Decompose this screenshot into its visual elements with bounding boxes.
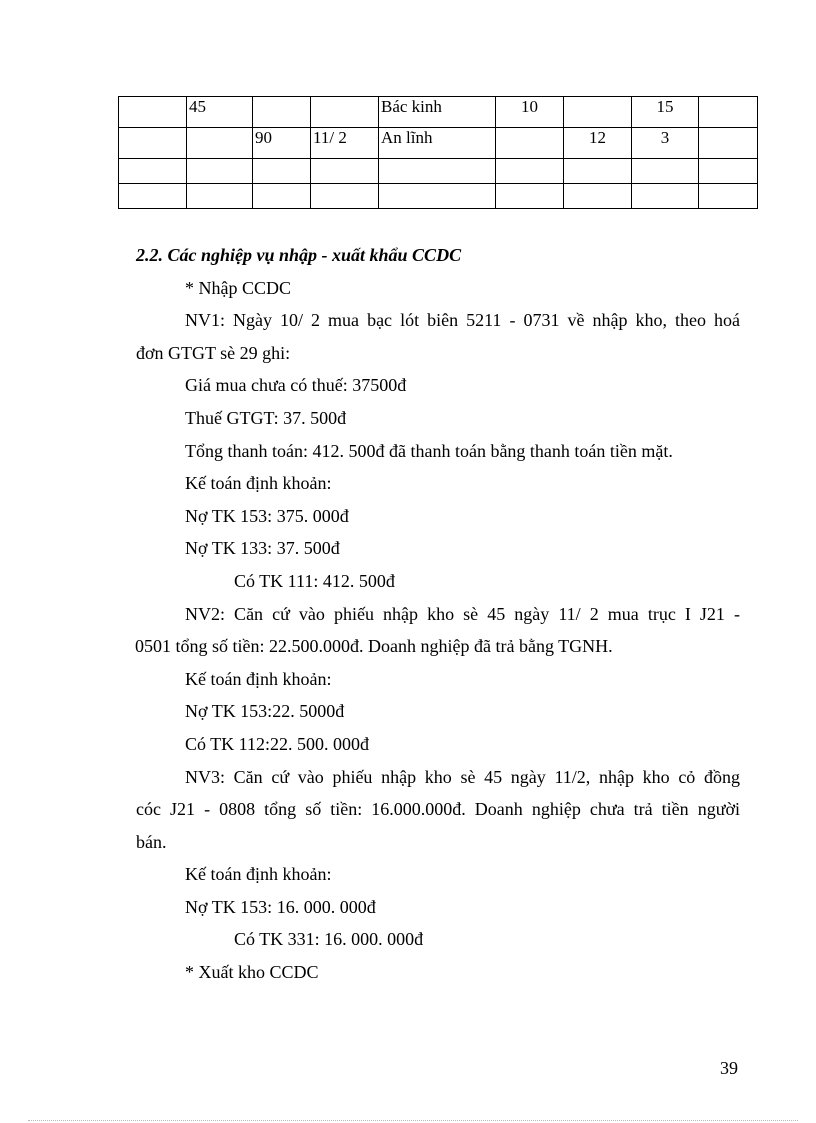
table-cell bbox=[187, 128, 253, 159]
text-line: NV2: Căn cứ vào phiếu nhập kho sè 45 ngày 11/ 2 mua trục I J21 - bbox=[185, 603, 740, 624]
table-cell: An lĩnh bbox=[379, 128, 496, 159]
text-line: 0501 tổng số tiền: 22.500.000đ. Doanh nghiệp đã trả bằng TGNH. bbox=[135, 636, 613, 657]
text-line: Thuế GTGT: 37. 500đ bbox=[185, 407, 347, 428]
table-cell: Bác kinh bbox=[379, 97, 496, 128]
table-cell: 3 bbox=[632, 128, 699, 159]
table-cell: 45 bbox=[187, 97, 253, 128]
table-cell bbox=[311, 159, 379, 184]
text-line: Có TK 112:22. 500. 000đ bbox=[185, 733, 370, 754]
table-cell bbox=[379, 184, 496, 209]
text-line: bán. bbox=[136, 831, 167, 852]
table-cell bbox=[119, 184, 187, 209]
table-cell bbox=[119, 128, 187, 159]
table-cell bbox=[564, 159, 632, 184]
table-cell: 90 bbox=[253, 128, 311, 159]
text-line: đơn GTGT sè 29 ghi: bbox=[136, 342, 291, 363]
table-cell bbox=[564, 184, 632, 209]
table-row bbox=[119, 97, 758, 128]
footer-divider bbox=[28, 1120, 798, 1121]
text-line: NV1: Ngày 10/ 2 mua bạc lót biên 5211 - 0731 về nhập kho, theo hoá bbox=[185, 310, 740, 331]
text-line: Có TK 111: 412. 500đ bbox=[234, 570, 395, 591]
table-cell bbox=[632, 159, 699, 184]
table-cell bbox=[564, 97, 632, 128]
table-row bbox=[119, 128, 758, 159]
table-cell bbox=[187, 159, 253, 184]
table-cell bbox=[311, 184, 379, 209]
text-line: Có TK 331: 16. 000. 000đ bbox=[234, 929, 424, 950]
table-cell bbox=[699, 159, 758, 184]
table-row bbox=[119, 159, 758, 184]
table-cell: 10 bbox=[496, 97, 564, 128]
text-line: Kế toán định khoản: bbox=[185, 864, 332, 885]
text-line: cóc J21 - 0808 tổng số tiền: 16.000.000đ. Doanh nghiệp chưa trả tiền người bbox=[136, 799, 740, 820]
table-cell bbox=[253, 97, 311, 128]
section-content bbox=[136, 239, 740, 989]
table-cell bbox=[253, 159, 311, 184]
table-cell: 11/ 2 bbox=[311, 128, 379, 159]
table-cell bbox=[253, 184, 311, 209]
page-number: 39 bbox=[720, 1058, 738, 1078]
table-cell bbox=[119, 97, 187, 128]
text-line: Kế toán định khoản: bbox=[185, 473, 332, 494]
table-cell: 12 bbox=[564, 128, 632, 159]
table-cell bbox=[699, 184, 758, 209]
table-cell bbox=[119, 159, 187, 184]
text-line: Kế toán định khoản: bbox=[185, 668, 332, 689]
inventory-table bbox=[118, 96, 758, 209]
text-line: NV3: Căn cứ vào phiếu nhập kho sè 45 ngày 11/2, nhập kho cỏ đồng bbox=[185, 766, 740, 787]
table-cell bbox=[699, 128, 758, 159]
text-line: Nợ TK 133: 37. 500đ bbox=[185, 538, 340, 559]
text-line: Giá mua chưa có thuế: 37500đ bbox=[185, 375, 407, 396]
table-row bbox=[119, 184, 758, 209]
text-line: Nợ TK 153:22. 5000đ bbox=[185, 701, 345, 722]
table-cell bbox=[496, 159, 564, 184]
table-cell bbox=[379, 159, 496, 184]
table-cell: 15 bbox=[632, 97, 699, 128]
table-cell bbox=[311, 97, 379, 128]
table-cell bbox=[496, 128, 564, 159]
text-line: Nợ TK 153: 16. 000. 000đ bbox=[185, 896, 376, 917]
table-cell bbox=[632, 184, 699, 209]
table-cell bbox=[187, 184, 253, 209]
table-cell bbox=[496, 184, 564, 209]
text-line: Tổng thanh toán: 412. 500đ đã thanh toán bằng thanh toán tiền mặt. bbox=[185, 440, 673, 461]
text-line: Nợ TK 153: 375. 000đ bbox=[185, 505, 349, 526]
text-line: * Xuất kho CCDC bbox=[185, 962, 319, 983]
section-heading: 2.2. Các nghiệp vụ nhập - xuất khẩu CCDC bbox=[136, 245, 462, 265]
table-cell bbox=[699, 97, 758, 128]
text-line: * Nhập CCDC bbox=[185, 277, 292, 298]
